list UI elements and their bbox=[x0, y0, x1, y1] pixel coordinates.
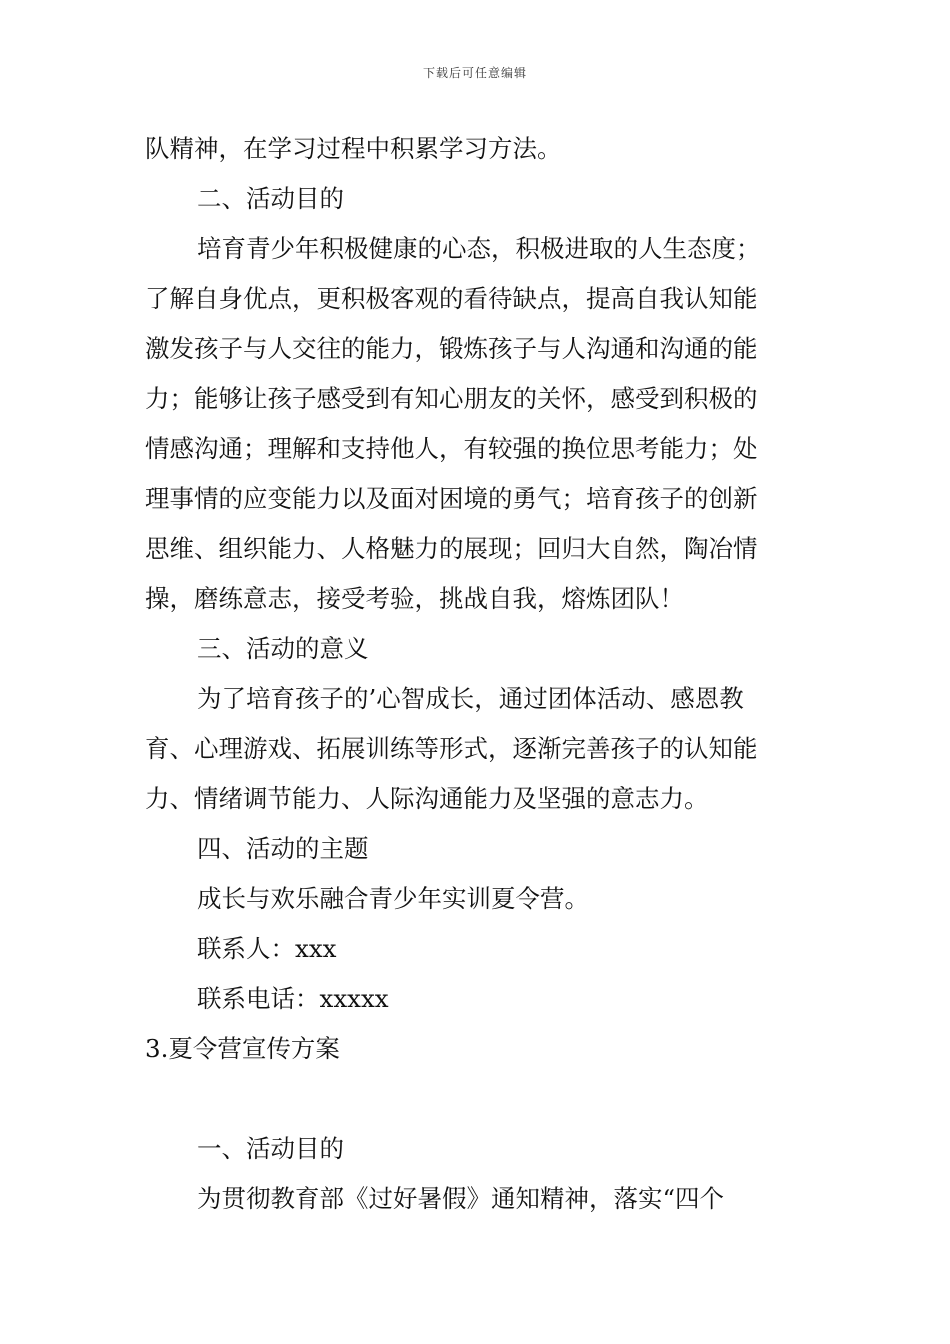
paragraph-line: 成长与欢乐融合青少年实训夏令营。 bbox=[197, 884, 589, 913]
paragraph-line: 为贯彻教育部《过好暑假》通知精神，落实“四个 bbox=[197, 1184, 725, 1213]
paragraph-line: 激发孩子与人交往的能力，锻炼孩子与人沟通和沟通的能 bbox=[145, 334, 758, 363]
contact-person: 联系人：xxx bbox=[197, 934, 337, 963]
paragraph-line: 育、心理游戏、拓展训练等形式，逐渐完善孩子的认知能 bbox=[145, 734, 758, 763]
paragraph-line: 为了培育孩子的’心智成长，通过团体活动、感恩教 bbox=[197, 684, 744, 713]
section-heading: 二、活动目的 bbox=[197, 184, 344, 213]
paragraph-line: 队精神，在学习过程中积累学习方法。 bbox=[145, 134, 562, 163]
paragraph-line: 了解自身优点，更积极客观的看待缺点，提高自我认知能 bbox=[145, 284, 758, 313]
paragraph-line: 力；能够让孩子感受到有知心朋友的关怀，感受到积极的 bbox=[145, 384, 758, 413]
section-heading: 四、活动的主题 bbox=[197, 834, 369, 863]
blank-line bbox=[145, 1074, 810, 1124]
paragraph-line: 操，磨练意志，接受考验，挑战自我，熔炼团队！ bbox=[145, 584, 684, 613]
page-header: 下载后可任意编辑 bbox=[422, 66, 527, 80]
document-body bbox=[145, 124, 810, 1224]
paragraph-line: 力、情绪调节能力、人际沟通能力及坚强的意志力。 bbox=[145, 784, 709, 813]
paragraph-line: 培育青少年积极健康的心态，积极进取的人生态度； bbox=[197, 234, 761, 263]
section-heading: 三、活动的意义 bbox=[197, 634, 369, 663]
section-heading: 一、活动目的 bbox=[197, 1134, 344, 1163]
document-title: 3.夏令营宣传方案 bbox=[145, 1034, 340, 1063]
paragraph-line: 情感沟通；理解和支持他人，有较强的换位思考能力；处 bbox=[145, 434, 758, 463]
paragraph-line: 思维、组织能力、人格魅力的展现；回归大自然，陶冶情 bbox=[145, 534, 758, 563]
contact-phone: 联系电话：xxxxx bbox=[197, 984, 389, 1013]
paragraph-line: 理事情的应变能力以及面对困境的勇气；培育孩子的创新 bbox=[145, 484, 758, 513]
